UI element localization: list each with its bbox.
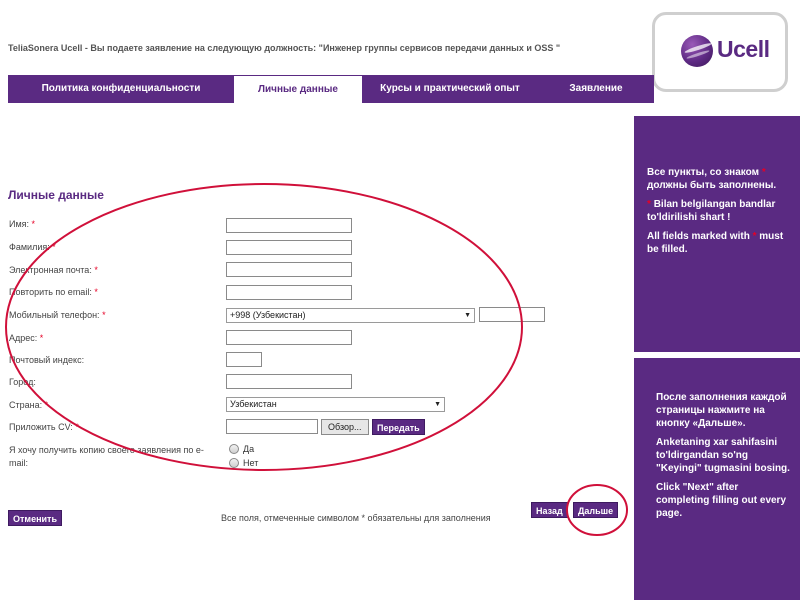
city-input[interactable] [226, 374, 352, 389]
ucell-globe-icon [681, 35, 713, 67]
mobile-label: Мобильный телефон: * [9, 310, 106, 320]
side-note-en: All fields marked with * must be filled. [647, 231, 784, 255]
side-note-ru: Все пункты, со знаком * должны быть заполнены. [647, 167, 777, 191]
postal-label: Почтовый индекс: [9, 355, 85, 365]
ucell-logo [652, 12, 788, 92]
nav-tabs [8, 75, 654, 103]
browse-button[interactable]: Обзор... [321, 419, 369, 435]
first-name-input[interactable] [226, 218, 352, 233]
email-input[interactable] [226, 262, 352, 277]
section-title: Личные данные [8, 188, 104, 202]
tab-privacy-policy[interactable]: Политика конфиденциальности [41, 83, 201, 94]
logo-text: Ucell [717, 36, 770, 62]
tab-application[interactable]: Заявление [569, 83, 623, 94]
page-header-title: TeliaSonera Ucell - Вы подаете заявление на следующую должность: "Инженер группы сервисов передачи данных и OSS " [8, 43, 561, 53]
address-input[interactable] [226, 330, 352, 345]
country-select[interactable]: Узбекистан ▼ [226, 397, 445, 412]
copy-no-label: Нет [243, 458, 259, 468]
first-name-label: Имя: * [9, 219, 36, 229]
cv-label: Приложить CV: * [9, 422, 79, 432]
tab-courses-experience[interactable]: Курсы и практический опыт [380, 83, 520, 94]
country-code-select[interactable]: +998 (Узбекистан) ▼ [226, 308, 475, 323]
last-name-input[interactable] [226, 240, 352, 255]
upload-button[interactable]: Передать [372, 419, 425, 435]
chevron-down-icon: ▼ [464, 312, 471, 319]
chevron-down-icon: ▼ [434, 401, 441, 408]
side-info-next [634, 358, 800, 600]
copy-no-radio[interactable] [229, 458, 239, 468]
city-label: Город: [9, 377, 36, 387]
email-label: Электронная почта: * [9, 265, 98, 275]
postal-input[interactable] [226, 352, 262, 367]
copy-email-label: Я хочу получить копию своего заявления по e-mail: [9, 445, 204, 468]
last-name-label: Фамилия: * [9, 242, 56, 252]
cv-file-input[interactable] [226, 419, 318, 434]
copy-yes-radio[interactable] [229, 444, 239, 454]
copy-yes-label: Да [243, 444, 255, 454]
address-label: Адрес: * [9, 333, 44, 343]
country-label: Страна: * [9, 400, 49, 410]
side-next-ru: После заполнения каждой страницы нажмите на кнопку «Дальше». [656, 392, 787, 429]
tab-personal-data[interactable]: Личные данные [234, 75, 362, 103]
email-repeat-label: Повторить по email: * [9, 287, 98, 297]
side-note-uz: * Bilan belgilangan bandlar to'ldirilishi shart ! [647, 199, 776, 223]
back-button[interactable]: Назад [531, 502, 568, 518]
side-next-en: Click "Next" after completing filling out every page. [656, 482, 787, 519]
side-next-uz: Anketaning xar sahifasini to'ldirgandan so'ng "Keyingi" tugmasini bosing. [656, 437, 790, 474]
next-button[interactable]: Дальше [573, 502, 618, 518]
mobile-number-input[interactable] [479, 307, 545, 322]
cancel-button[interactable]: Отменить [8, 510, 62, 526]
email-repeat-input[interactable] [226, 285, 352, 300]
side-info-required [634, 116, 800, 352]
required-fields-note: Все поля, отмеченные символом * обязательны для заполнения [221, 513, 491, 523]
